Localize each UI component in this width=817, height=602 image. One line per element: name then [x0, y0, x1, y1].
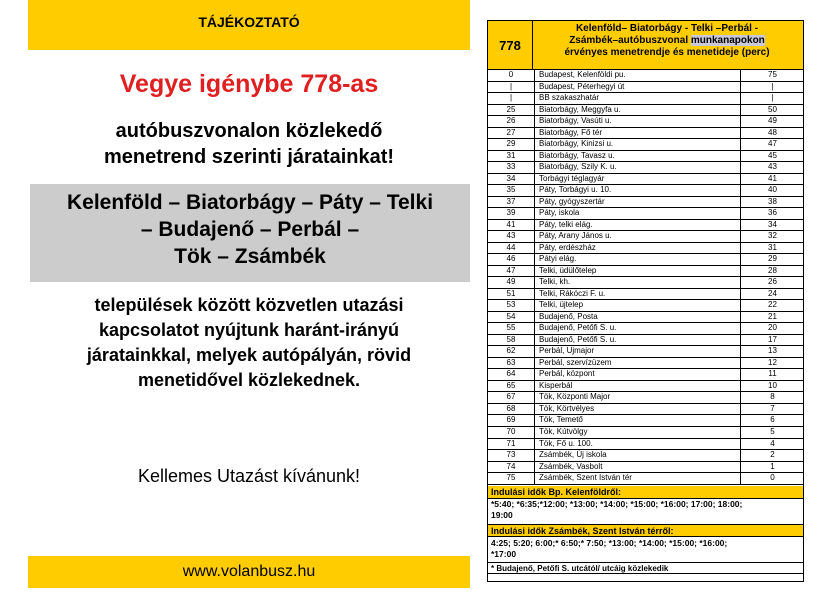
body-line-3: járatainkkal, melyek autópályán, rövid [86, 345, 412, 365]
minutes-from-kelenfold: 49 [488, 277, 535, 288]
table-row [488, 243, 803, 255]
table-row [488, 174, 803, 186]
minutes-from-kelenfold: | [488, 82, 535, 93]
table-row [488, 231, 803, 243]
minutes-to-zsambek: 13 [740, 346, 804, 357]
table-row [488, 381, 803, 393]
table-row [488, 473, 803, 485]
table-row [488, 450, 803, 462]
poster-body [28, 293, 470, 393]
route-box [30, 184, 470, 282]
minutes-to-zsambek: 24 [740, 289, 804, 300]
stop-name: Tök, Kútvölgy [539, 426, 588, 436]
route-line-1: Kelenföld – Biatorbágy – Páty – Telki [66, 191, 434, 214]
table-row [488, 392, 803, 404]
stop-name: Tök, Temető [539, 415, 583, 425]
minutes-to-zsambek: 11 [740, 369, 804, 380]
stop-name: Páty, gyógyszertár [539, 196, 605, 206]
minutes-to-zsambek: 50 [740, 105, 804, 116]
timetable-title [533, 23, 801, 59]
minutes-to-zsambek: 20 [740, 323, 804, 334]
poster-wish: Kellemes Utazást kívánunk! [137, 466, 361, 486]
minutes-from-kelenfold: 41 [488, 220, 535, 231]
table-row [488, 128, 803, 140]
minutes-to-zsambek: 41 [740, 174, 804, 185]
title-highlight: munkanapokon [690, 35, 765, 46]
minutes-from-kelenfold: 69 [488, 415, 535, 426]
minutes-from-kelenfold: 65 [488, 381, 535, 392]
dep1-times-line-1: *5:40; *6:35;*12:00; *13:00; *14:00; *15:00; *16:00; 17:00; 18:00; [491, 499, 743, 509]
minutes-from-kelenfold: 47 [488, 266, 535, 277]
minutes-to-zsambek: 7 [740, 404, 804, 415]
stop-name: Telki, kh. [539, 277, 571, 287]
table-row [488, 139, 803, 151]
minutes-to-zsambek: 31 [740, 243, 804, 254]
poster-footer-link[interactable]: www.volanbusz.hu [28, 556, 470, 588]
stop-name: Perbál, szervízüzem [539, 357, 612, 367]
stop-name: Páty, telki elág. [539, 219, 593, 229]
stop-name: Páty, Torbágyi u. 10. [539, 185, 612, 195]
stop-name: Perbál, központ [539, 369, 595, 379]
table-row [488, 323, 803, 335]
table-row [488, 358, 803, 370]
minutes-to-zsambek: 28 [740, 266, 804, 277]
minutes-to-zsambek: 49 [740, 116, 804, 127]
table-row [488, 462, 803, 474]
table-row [488, 105, 803, 117]
minutes-from-kelenfold: 70 [488, 427, 535, 438]
minutes-to-zsambek: 38 [740, 197, 804, 208]
minutes-from-kelenfold: 55 [488, 323, 535, 334]
minutes-from-kelenfold: 74 [488, 462, 535, 473]
stop-name: BB szakaszhatár [539, 93, 600, 103]
minutes-from-kelenfold: 39 [488, 208, 535, 219]
minutes-to-zsambek: 34 [740, 220, 804, 231]
table-row [488, 197, 803, 209]
minutes-to-zsambek: 1 [740, 462, 804, 473]
minutes-from-kelenfold: 67 [488, 392, 535, 403]
minutes-from-kelenfold: 34 [488, 174, 535, 185]
minutes-from-kelenfold: 44 [488, 243, 535, 254]
stop-name: Tök, Fő u. 100. [539, 438, 593, 448]
intro-line-1: autóbuszvonalon közlekedő [115, 120, 383, 142]
minutes-to-zsambek: 29 [740, 254, 804, 265]
minutes-from-kelenfold: | [488, 93, 535, 104]
table-row [488, 208, 803, 220]
table-row [488, 116, 803, 128]
minutes-from-kelenfold: 35 [488, 185, 535, 196]
table-row [488, 254, 803, 266]
stop-name: Budapest, Kelenföldi pu. [539, 70, 626, 79]
minutes-from-kelenfold: 53 [488, 300, 535, 311]
minutes-to-zsambek: 43 [740, 162, 804, 173]
departures-kelenfold-times [488, 499, 803, 523]
minutes-to-zsambek: 17 [740, 335, 804, 346]
body-line-2: kapcsolatot nyújtunk haránt-irányú [98, 320, 400, 340]
minutes-to-zsambek: 8 [740, 392, 804, 403]
minutes-from-kelenfold: 68 [488, 404, 535, 415]
title-line-1: Kelenföld– Biatorbágy - Telki –Perbál - [575, 23, 759, 34]
minutes-from-kelenfold: 63 [488, 358, 535, 369]
table-row [488, 93, 803, 105]
minutes-to-zsambek: 12 [740, 358, 804, 369]
table-row [488, 277, 803, 289]
stop-name: Zsámbék, Vasbolt [539, 461, 603, 471]
intro-line-2: menetrend szerinti járatainkat! [103, 146, 395, 168]
minutes-from-kelenfold: 64 [488, 369, 535, 380]
stop-name: Páty, iskola [539, 208, 580, 218]
stop-name: Zsámbék, Szent István tér [539, 473, 632, 483]
title-line-2a: Zsámbék–autóbuszvonal [569, 35, 691, 46]
minutes-to-zsambek: 10 [740, 381, 804, 392]
minutes-to-zsambek: 75 [740, 70, 804, 81]
route-line-2: – Budajenő – Perbál – [140, 218, 360, 241]
minutes-from-kelenfold: 25 [488, 105, 535, 116]
minutes-from-kelenfold: 54 [488, 312, 535, 323]
stop-name: Biatorbágy, Vasúti u. [539, 116, 612, 126]
minutes-to-zsambek: 48 [740, 128, 804, 139]
departures-zsambek-header: Indulási idők Zsámbék, Szent István térről: [488, 524, 803, 537]
minutes-from-kelenfold: 51 [488, 289, 535, 300]
poster-header: TÁJÉKOZTATÓ [28, 0, 470, 50]
table-row [488, 266, 803, 278]
departures-zsambek-times [488, 538, 803, 562]
minutes-from-kelenfold: 73 [488, 450, 535, 461]
stop-name: Tök, Központi Major [539, 392, 611, 402]
stop-name: Budapest, Péterhegyi út [539, 81, 625, 91]
minutes-to-zsambek: 47 [740, 139, 804, 150]
table-row [488, 369, 803, 381]
stop-name: Biatorbágy, Kinizsi u. [539, 139, 614, 149]
minutes-from-kelenfold: 37 [488, 197, 535, 208]
stop-name: Biatorbágy, Meggyfa u. [539, 104, 621, 114]
table-row [488, 289, 803, 301]
minutes-from-kelenfold: 33 [488, 162, 535, 173]
timetable [487, 20, 804, 582]
title-line-3: érvényes menetrendje és menetideje (perc) [564, 47, 770, 58]
stop-name: Biatorbágy, Szily K. u. [539, 162, 617, 172]
table-row [488, 185, 803, 197]
table-row [488, 439, 803, 451]
minutes-to-zsambek: 22 [740, 300, 804, 311]
minutes-to-zsambek: | [740, 93, 804, 104]
stop-name: Zsámbék, Új iskola [539, 450, 607, 460]
dep2-times-line-1: 4:25; 5:20; 6:00;* 6:50;* 7:50; *13:00; *14:00; *15:00; *16:00; [491, 538, 728, 548]
minutes-to-zsambek: 2 [740, 450, 804, 461]
minutes-from-kelenfold: 26 [488, 116, 535, 127]
info-poster [28, 0, 470, 602]
stop-name: Tök, Körtvélyes [539, 403, 595, 413]
stop-name: Budajenő, Petőfi S. u. [539, 323, 617, 333]
poster-headline: Vegye igénybe 778-as [119, 70, 379, 98]
table-row [488, 312, 803, 324]
stop-name: Biatorbágy, Tavasz u. [539, 150, 615, 160]
minutes-from-kelenfold: 62 [488, 346, 535, 357]
table-row [488, 300, 803, 312]
minutes-from-kelenfold: 27 [488, 128, 535, 139]
stop-name: Torbágyi téglagyár [539, 173, 605, 183]
minutes-from-kelenfold: 29 [488, 139, 535, 150]
minutes-from-kelenfold: 58 [488, 335, 535, 346]
table-row [488, 70, 803, 82]
departures-kelenfold-header: Indulási idők Bp. Kelenföldről: [488, 486, 803, 499]
table-row [488, 220, 803, 232]
minutes-from-kelenfold: 75 [488, 473, 535, 484]
stop-name: Páty, Arany János u. [539, 231, 612, 241]
footnote: * Budajenő, Petőfi S. utcától/ utcáig közlekedik [488, 562, 803, 574]
stop-name: Telki, üdülőtelep [539, 265, 597, 275]
stop-name: Telki, Rákóczi F. u. [539, 288, 606, 298]
stop-name: Kisperbál [539, 380, 573, 390]
table-row [488, 162, 803, 174]
minutes-to-zsambek: 26 [740, 277, 804, 288]
poster-intro [28, 118, 470, 170]
route-number: 778 [488, 21, 533, 69]
stop-name: Biatorbágy, Fő tér [539, 127, 602, 137]
table-row [488, 404, 803, 416]
body-line-4: menetidővel közlekednek. [137, 370, 361, 390]
table-row [488, 151, 803, 163]
stop-name: Pátyi elág. [539, 254, 577, 264]
minutes-to-zsambek: 21 [740, 312, 804, 323]
timetable-header [488, 21, 803, 70]
minutes-to-zsambek: 0 [740, 473, 804, 484]
stop-name: Budajenő, Petőfi S. u. [539, 334, 617, 344]
minutes-to-zsambek: 36 [740, 208, 804, 219]
minutes-from-kelenfold: 43 [488, 231, 535, 242]
table-row [488, 335, 803, 347]
table-row [488, 415, 803, 427]
minutes-to-zsambek: 40 [740, 185, 804, 196]
table-row [488, 346, 803, 358]
stop-name: Páty, erdészház [539, 242, 596, 252]
minutes-to-zsambek: 45 [740, 151, 804, 162]
minutes-from-kelenfold: 31 [488, 151, 535, 162]
minutes-from-kelenfold: 71 [488, 439, 535, 450]
minutes-from-kelenfold: 0 [488, 70, 535, 81]
stop-list [488, 70, 803, 485]
minutes-to-zsambek: 32 [740, 231, 804, 242]
minutes-to-zsambek: | [740, 82, 804, 93]
dep2-times-line-2: *17:00 [491, 549, 517, 559]
stop-name: Telki, üjtelep [539, 300, 584, 310]
minutes-from-kelenfold: 46 [488, 254, 535, 265]
table-row [488, 82, 803, 94]
table-row [488, 427, 803, 439]
stop-name: Budajenő, Posta [539, 311, 598, 321]
body-line-1: települések között közvetlen utazási [94, 295, 404, 315]
minutes-to-zsambek: 4 [740, 439, 804, 450]
dep1-times-line-2: 19:00 [491, 510, 513, 520]
stop-name: Perbál, Ujmajor [539, 346, 595, 356]
minutes-to-zsambek: 6 [740, 415, 804, 426]
title-line-2 [533, 35, 801, 47]
minutes-to-zsambek: 5 [740, 427, 804, 438]
route-line-3: Tök – Zsámbék [174, 245, 326, 268]
